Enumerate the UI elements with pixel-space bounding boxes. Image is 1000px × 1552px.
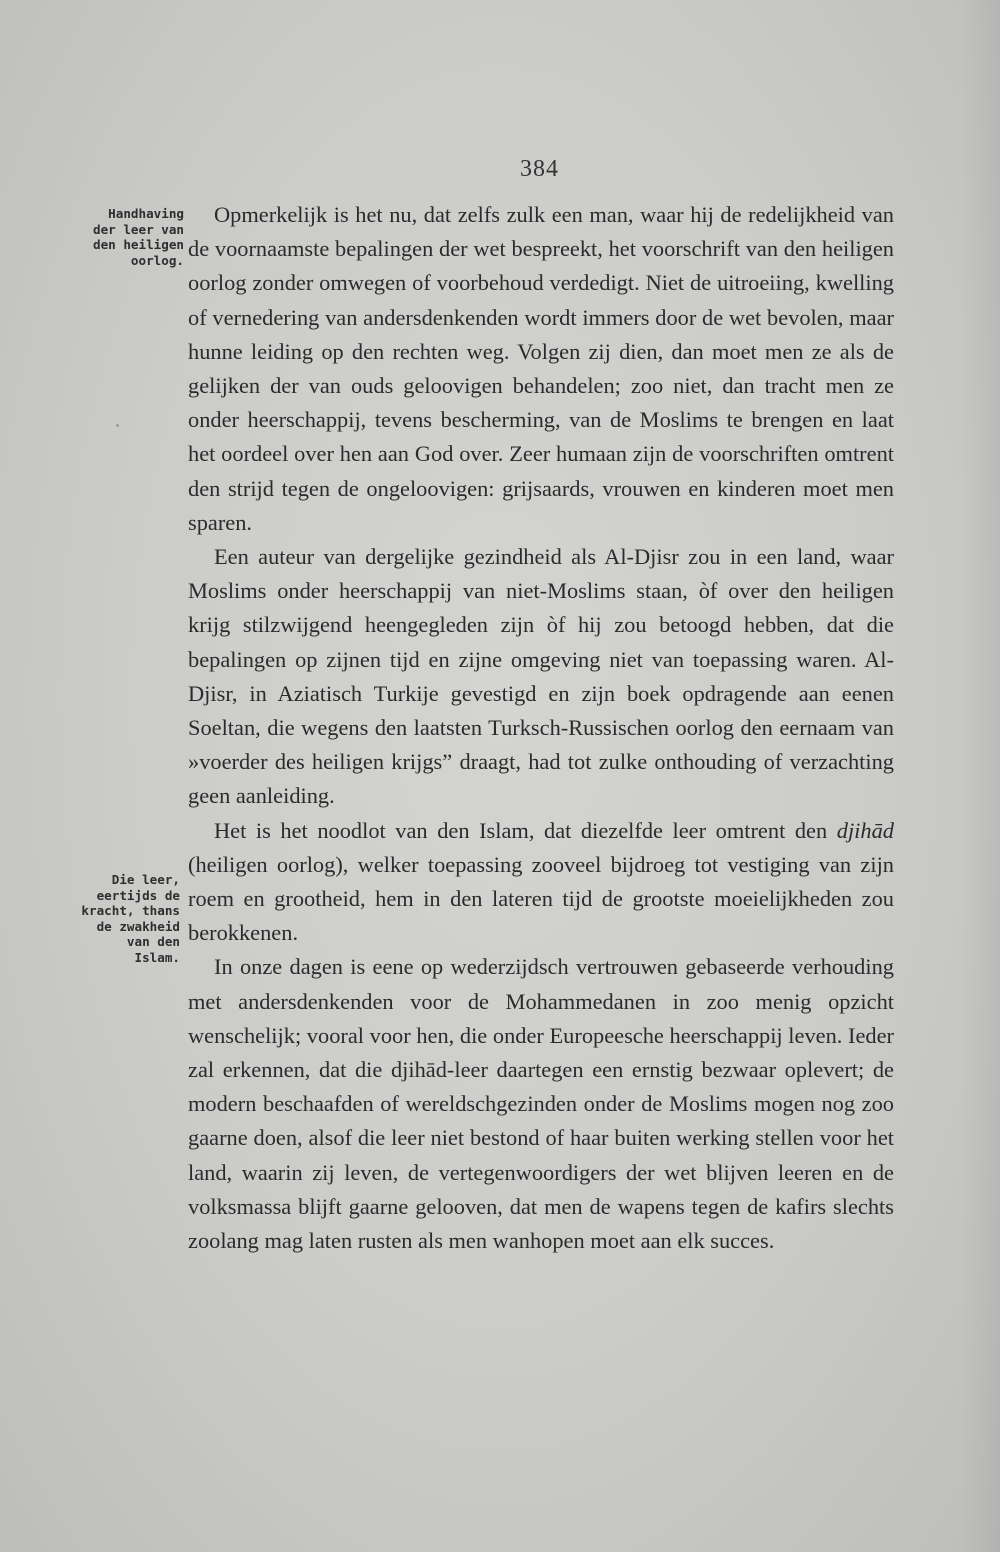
body-text: [188, 198, 894, 1258]
margin-note-line: der leer van: [93, 221, 184, 237]
paragraph-3-text-a: Het is het noodlot van den Islam, dat diezelfde leer omtrent den: [214, 817, 837, 843]
margin-note-handhaving: [62, 206, 184, 268]
page-number: 384: [520, 156, 559, 182]
margin-note-line: kracht, thans: [81, 903, 180, 919]
paragraph-2: Een auteur van dergelijke gezindheid als Al-Djisr zou in een land, waar Moslims onder heerschappij van niet-Moslims staan, òf over den heiligen krijg stilzwijgend heengegleden zijn òf hij zou betoogd hebben, dat die bepalingen op zijnen tijd en zijne omgeving niet van toepassing waren. Al-Djisr, in Aziatisch Turkije gevestigd en zijn boek opdragende aan eenen Soeltan, die wegens den laatsten Turksch-Russischen oorlog den eernaam van »voerder des heiligen krijgs” draagt, had tot zulke onthouding of verzachting geen aanleiding.: [188, 544, 894, 809]
margin-note-line: de zwakheid: [96, 918, 180, 934]
margin-note-line: den heiligen: [93, 237, 184, 253]
paragraph-3: [188, 814, 894, 951]
paragraph-3-italic-term: djihād: [836, 817, 894, 843]
paper-speck: [116, 424, 119, 427]
margin-note-line: Handhaving: [108, 206, 184, 221]
margin-note-line: Islam.: [134, 949, 180, 965]
paragraph-3-text-b: (heiligen oorlog), welker toepassing zooveel bijdroeg tot vestiging van zijn roem en grootheid, hem in den lateren tijd de grootste moeielijkheden zou berokkenen.: [188, 851, 894, 946]
margin-note-die-leer: [58, 872, 180, 966]
paragraph-1: Opmerkelijk is het nu, dat zelfs zulk een man, waar hij de redelijkheid van de voornaamste bepalingen der wet bespreekt, het voorschrift van den heiligen oorlog zonder omwegen of voorbehoud verdedigt. Niet de uitroeiing, kwelling of vernedering van andersdenkenden wordt immers door de wet bevolen, maar hunne leiding op den rechten weg. Volgen zij dien, dan moet men ze als de gelijken der van ouds geloovigen behandelen; zoo niet, dan tracht men ze onder heerschappij, tevens bescherming, van de Moslims te brengen en laat het oordeel over hen aan God over. Zeer humaan zijn de voorschriften omtrent den strijd tegen de ongeloovigen: grijsaards, vrouwen en kinderen moet men sparen.: [188, 202, 894, 535]
paragraph-4: In onze dagen is eene op wederzijdsch vertrouwen gebaseerde verhouding met andersdenkenden voor de Mohammedanen in zoo menig opzicht wenschelijk; vooral voor hen, die onder Europeesche heerschappij leven. Ieder zal erkennen, dat die djihād-leer daartegen een ernstig bezwaar oplevert; de modern beschaafden of wereldschgezinden onder de Moslims mogen nog zoo gaarne doen, alsof die leer niet bestond of haar buiten werking stellen voor het land, waarin zij leven, de vertegenwoordigers der wet blijven leeren en de volksmassa blijft gaarne gelooven, dat men de wapens tegen de kafirs slechts zoolang mag laten rusten als men wanhopen moet aan elk succes.: [188, 954, 894, 1254]
margin-note-line: Die leer,: [111, 872, 180, 887]
margin-note-line: van den: [126, 934, 180, 950]
margin-note-line: oorlog.: [130, 252, 184, 268]
page-edge-shadow: [960, 0, 1000, 1552]
margin-note-line: eertijds de: [96, 887, 180, 903]
